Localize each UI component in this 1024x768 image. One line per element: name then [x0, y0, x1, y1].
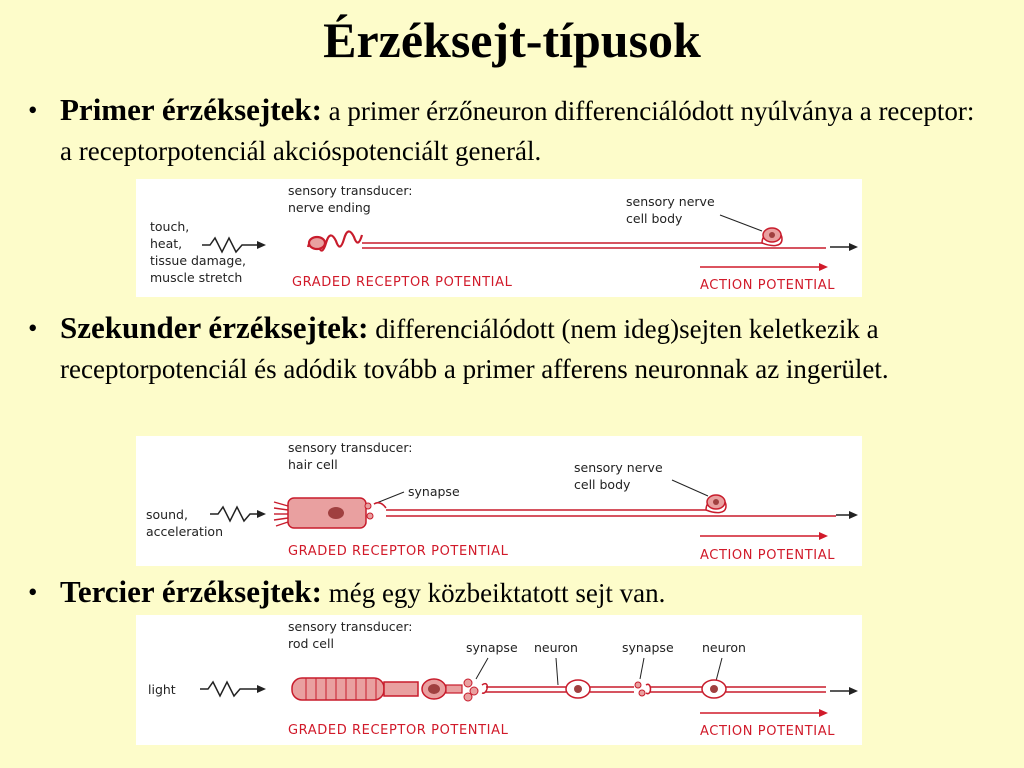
stimulus-label: acceleration	[146, 524, 224, 539]
nucleus	[574, 685, 582, 693]
stimulus-zigzag-arrow	[202, 238, 266, 252]
pointer-line	[640, 658, 644, 679]
action-potential-label: ACTION POTENTIAL	[700, 278, 836, 293]
action-potential-arrow	[700, 263, 828, 271]
bullet-tercier	[28, 572, 988, 613]
pointer-line	[556, 658, 558, 685]
nucleus	[710, 685, 718, 693]
afferent-axon	[374, 498, 836, 516]
pointer-line	[476, 658, 488, 679]
diagram-secondary-receptor	[136, 436, 862, 566]
cell-body-label: sensory nerve	[626, 194, 715, 209]
transducer-label: nerve ending	[288, 200, 371, 215]
second-synapse	[635, 682, 651, 696]
stimulus-label: heat,	[150, 236, 183, 251]
bullet-text: a primer érzőneuron differenciálódott nyúlványa a receptor: a receptorpotenciál akcióspotenciált generál.	[60, 96, 975, 166]
bullet-text: még egy közbeiktatott sejt van.	[328, 578, 666, 608]
bullet-dot: •	[28, 577, 38, 607]
rod-cell	[292, 678, 478, 701]
bullet-heading: Primer érzéksejtek:	[60, 92, 322, 127]
pointer-line	[672, 480, 708, 496]
action-arrow	[830, 687, 858, 695]
ganglion-neuron	[650, 687, 826, 692]
stimulus-label: muscle stretch	[150, 270, 243, 285]
pointer-line	[716, 658, 722, 681]
neuron-label: neuron	[702, 640, 746, 655]
nucleus	[769, 232, 775, 238]
stimulus-zigzag-arrow	[210, 507, 266, 521]
action-potential-arrow	[700, 532, 828, 540]
bullet-primer	[28, 90, 988, 171]
transducer-label: sensory transducer:	[288, 440, 413, 455]
action-potential-label: ACTION POTENTIAL	[700, 548, 836, 563]
action-potential-arrow	[700, 709, 828, 717]
cell-body-label: cell body	[626, 211, 683, 226]
bullet-heading: Szekunder érzéksejtek:	[60, 310, 369, 345]
synapse-label: synapse	[622, 640, 674, 655]
nucleus	[713, 499, 719, 505]
action-arrow	[830, 243, 858, 251]
action-arrow	[836, 511, 858, 519]
bullet-szekunder	[28, 308, 988, 389]
nerve-ending-coil	[308, 231, 362, 250]
transducer-label: sensory transducer:	[288, 183, 413, 198]
bullet-dot: •	[28, 95, 38, 125]
graded-potential-label: GRADED RECEPTOR POTENTIAL	[292, 275, 513, 290]
stimulus-label: sound,	[146, 507, 188, 522]
stimulus-label: light	[148, 682, 176, 697]
graded-potential-label: GRADED RECEPTOR POTENTIAL	[288, 544, 509, 559]
cell-body-label: cell body	[574, 477, 631, 492]
transducer-label: hair cell	[288, 457, 338, 472]
synapse-label: synapse	[408, 484, 460, 499]
action-potential-label: ACTION POTENTIAL	[700, 724, 836, 739]
stimulus-label: touch,	[150, 219, 190, 234]
stimulus-zigzag-arrow	[200, 682, 266, 696]
diagram-tertiary-receptor	[136, 615, 862, 745]
diagram-primary-receptor	[136, 179, 862, 297]
bullet-dot: •	[28, 313, 38, 343]
neuron-label: neuron	[534, 640, 578, 655]
stimulus-label: tissue damage,	[150, 253, 247, 268]
bullet-text: differenciálódott (nem ideg)sejten keletkezik a receptorpotenciál és adódik tovább a primer afferens neuronnak az ingerület.	[60, 314, 889, 384]
pointer-line	[720, 215, 762, 231]
slide-title: Érzéksejt-típusok	[323, 12, 701, 68]
axon	[362, 231, 826, 248]
bipolar-neuron	[482, 684, 634, 694]
hair-cell	[274, 498, 373, 528]
synapse-label: synapse	[466, 640, 518, 655]
graded-potential-label: GRADED RECEPTOR POTENTIAL	[288, 723, 509, 738]
cell-body-label: sensory nerve	[574, 460, 663, 475]
bullet-heading: Tercier érzéksejtek:	[60, 574, 322, 609]
transducer-label: sensory transducer:	[288, 619, 413, 634]
transducer-label: rod cell	[288, 636, 334, 651]
